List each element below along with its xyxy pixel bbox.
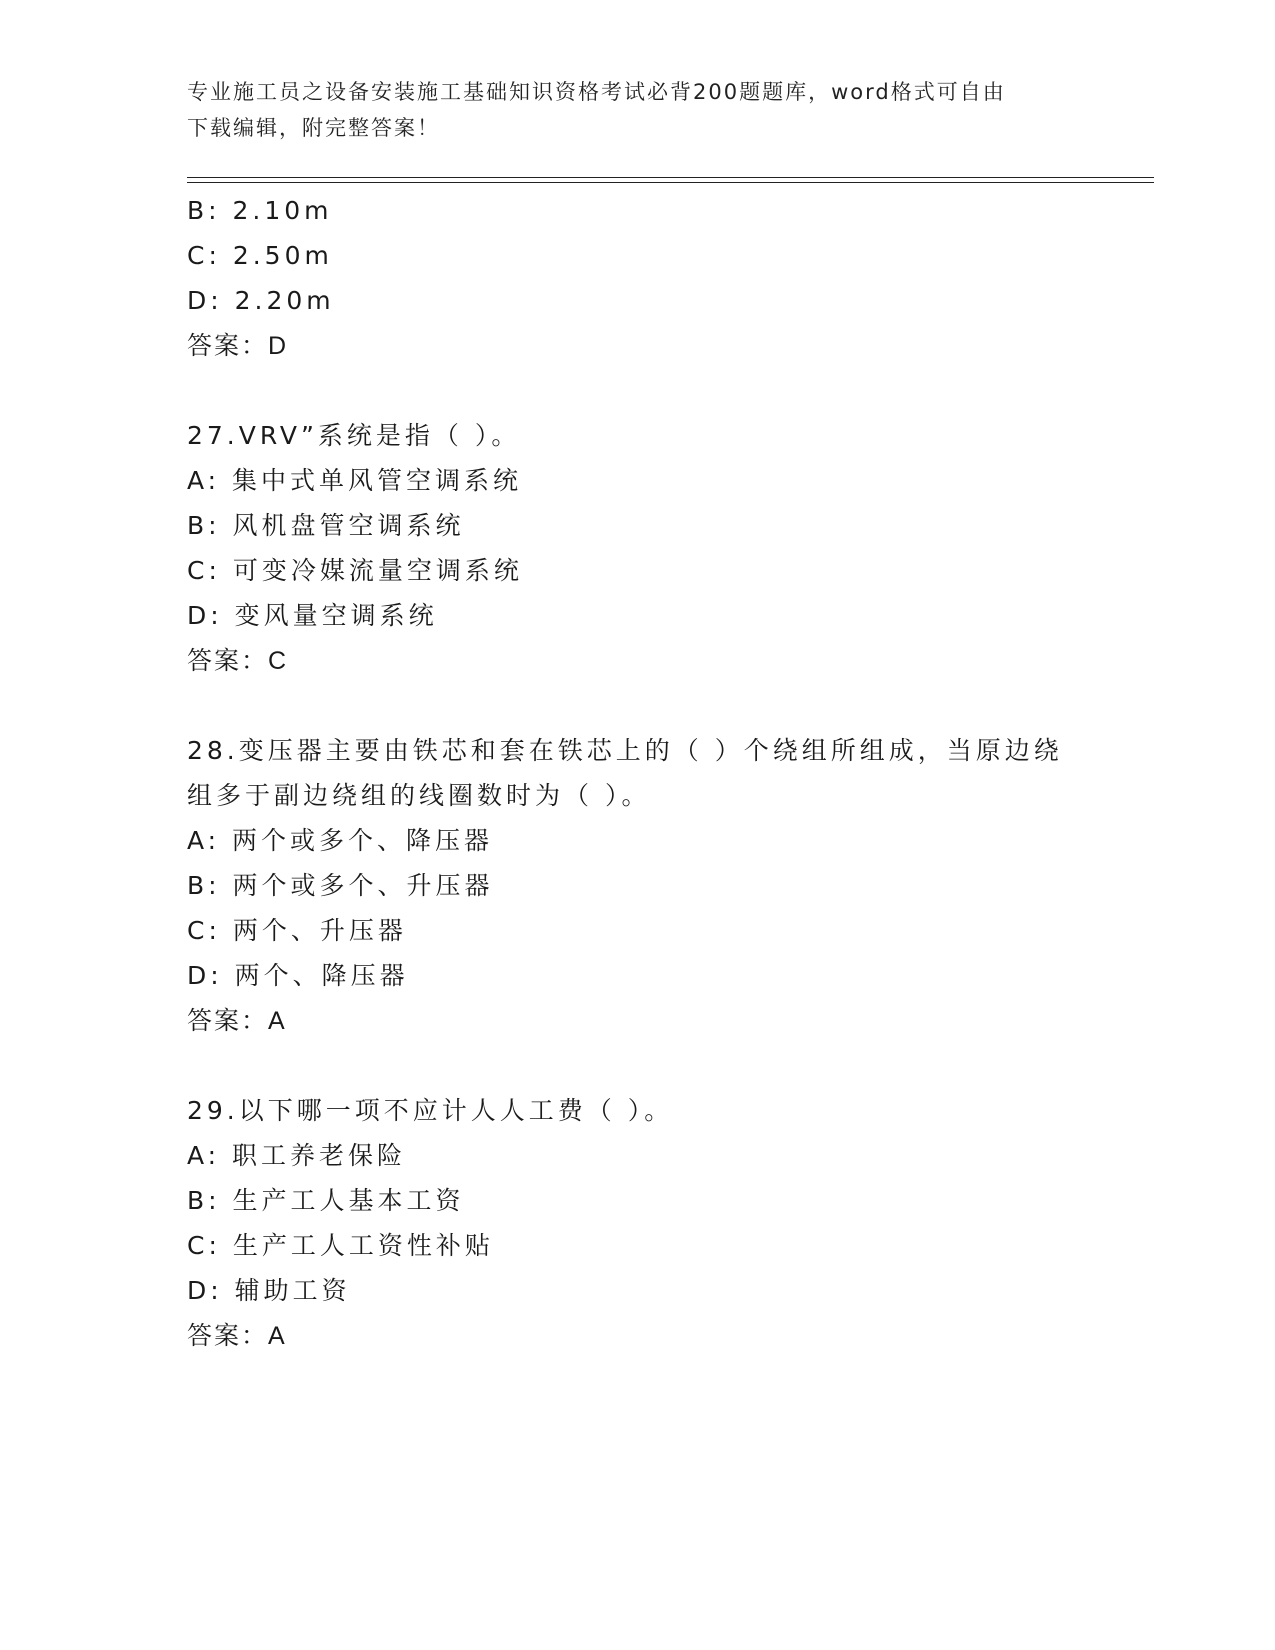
- q28-question-line-2: 组多于副边绕组的线圈数时为（ ）。: [187, 781, 651, 810]
- q26-answer: 答案：D: [187, 332, 289, 360]
- q28-question-line-1: 28.变压器主要由铁芯和套在铁芯上的（ ）个绕组所组成，当原边绕: [187, 736, 1063, 765]
- q28-option-b: B: 两个或多个、升压器: [187, 871, 494, 900]
- q28-option-c: C: 两个、升压器: [187, 916, 407, 945]
- q29-option-d: D: 辅助工资: [187, 1276, 351, 1305]
- header-title-line-1: 专业施工员之设备安装施工基础知识资格考试必背200题题库，word格式可自由: [187, 80, 1006, 104]
- q26-option-c: C: 2.50m: [187, 241, 333, 270]
- q28-option-d: D: 两个、降压器: [187, 961, 409, 990]
- document-header: [187, 74, 1067, 146]
- q27-question: 27.VRV”系统是指（ ）。: [187, 421, 521, 450]
- header-title-line-2: 下载编辑，附完整答案！: [187, 116, 440, 140]
- header-divider-top: [187, 177, 1154, 178]
- q26-option-d: D: 2.20m: [187, 286, 335, 315]
- q29-answer: 答案：A: [187, 1322, 287, 1350]
- q27-option-c: C: 可变冷媒流量空调系统: [187, 556, 523, 585]
- q26-option-b: B: 2.10m: [187, 196, 333, 225]
- q29-question: 29.以下哪一项不应计人人工费（ ）。: [187, 1096, 674, 1125]
- header-divider-bottom: [187, 182, 1154, 183]
- q27-option-a: A: 集中式单风管空调系统: [187, 466, 523, 495]
- q29-option-c: C: 生产工人工资性补贴: [187, 1231, 494, 1260]
- q27-option-b: B: 风机盘管空调系统: [187, 511, 465, 540]
- q27-answer: 答案：C: [187, 647, 289, 675]
- q28-answer: 答案：A: [187, 1007, 287, 1035]
- q27-option-d: D: 变风量空调系统: [187, 601, 438, 630]
- q29-option-a: A: 职工养老保险: [187, 1141, 407, 1170]
- q29-option-b: B: 生产工人基本工资: [187, 1186, 465, 1215]
- q28-option-a: A: 两个或多个、降压器: [187, 826, 494, 855]
